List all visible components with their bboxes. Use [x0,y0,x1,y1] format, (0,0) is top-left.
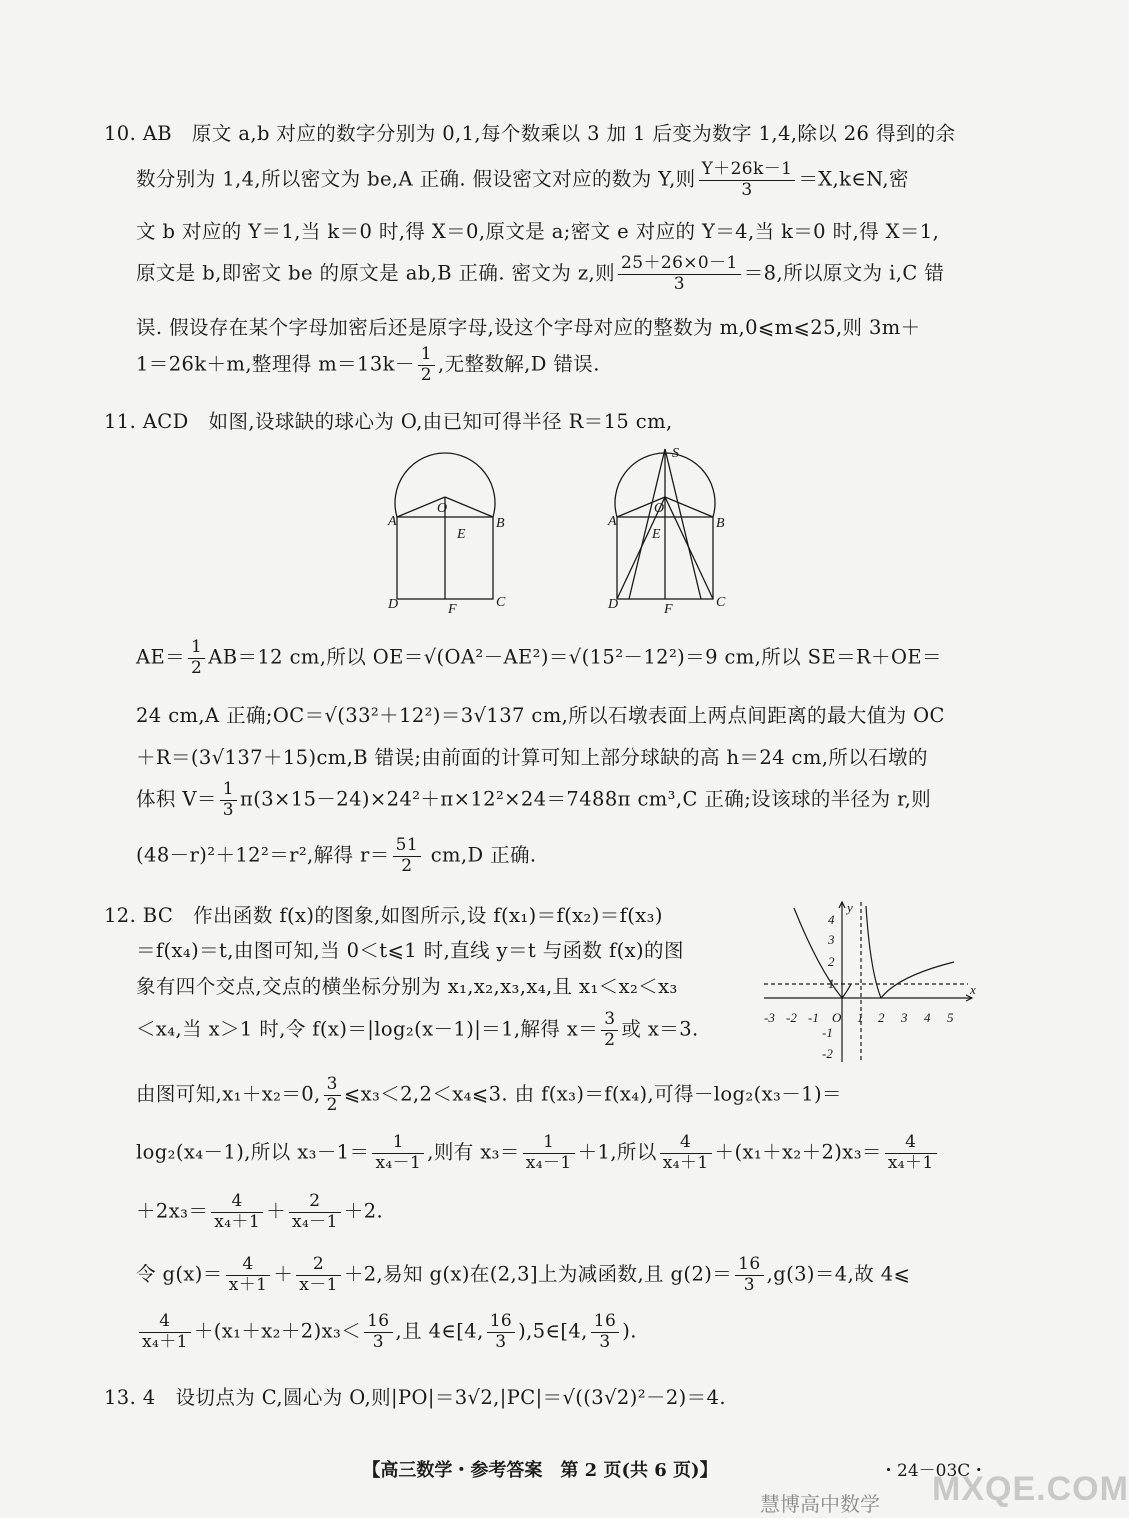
svg-text:1: 1 [828,976,835,991]
svg-text:D: D [608,597,619,612]
q11-line4: ＋R＝(3√137＋15)cm,B 错误;由前面的计算可知上部分球缺的高 h＝24 cm,所以石墩的 [136,746,928,769]
q10-line6: 1＝26k＋m,整理得 m＝13k－ $\frac{1}{2}$ ,无整数解,D 错误. [136,344,600,385]
svg-text:E: E [652,527,661,542]
page-footer: 【高三数学・参考答案 第 2 页(共 6 页)】 [362,1460,718,1481]
q11-line3: 24 cm,A 正确;OC＝√(33²＋12²)＝3√137 cm,所以石墩表面上两点间距离的最大值为 OC [136,704,945,727]
q12-line2: ＝f(x₄)＝t,由图可知,当 0＜t⩽1 时,直线 y＝t 与函数 f(x)的图 [136,939,684,962]
svg-text:1: 1 [857,1010,864,1025]
svg-text:C: C [496,595,506,610]
svg-text:B: B [716,516,725,531]
svg-text:F: F [664,602,673,617]
svg-text:-2: -2 [786,1010,797,1025]
svg-text:5: 5 [947,1010,954,1025]
q10-line3: 文 b 对应的 Y＝1,当 k＝0 时,得 X＝0,原文是 a;密文 e 对应的 Y＝4,当 k＝0 时,得 X＝1, [136,220,940,243]
q12-line8: 令 g(x)＝ $\frac{4}{x+1}$ ＋ $\frac{2}{x-1}$ ＋2,易知 g(x)在(2,3]上为减函数,且 g(2)＝ $\frac{16}{3}$ ,g(3)＝4,故 4⩽ [136,1254,911,1295]
svg-text:O: O [654,501,665,516]
q12-line3: 象有四个交点,交点的横坐标分别为 x₁,x₂,x₃,x₄,且 x₁＜x₂＜x₃ [136,975,678,998]
svg-text:4: 4 [924,1010,931,1025]
q10-line4: 原文是 b,即密文 be 的原文是 ab,B 正确. 密文为 z,则 $\frac{25+26\times 0-1}{3}$ ＝8,所以原文为 i,C 错 [136,253,945,294]
svg-text:x: x [970,982,976,997]
q12-line9: $\frac{4}{\text{x₄＋1}}$ ＋(x₁＋x₂＋2)x₃＜ $\frac{16}{3}$ ,且 4∈[4, $\frac{16}{3}$ ),5∈[4, $\frac{16}{3}$ ). [136,1312,637,1352]
q12-line5: 由图可知,x₁＋x₂＝0, $\frac{3}{2}$ ⩽x₃＜2,2＜x₄⩽3. 由 f(x₃)＝f(x₄),可得－log₂(x₃－1)＝ [136,1074,842,1115]
curve-right-shallow [881,962,954,998]
q12-line6: log₂(x₄－1),所以 x₃－1＝ $\frac{1}{\text{x₄－1}}$ ,则有 x₃＝ $\frac{1}{\text{x₄－1}}$ ＋1,所以 $\frac{4}{\text{x₄＋1}}$ ＋(x₁＋x₂＋2)x₃＝ $\frac{4}{\text{x₄＋1}}$ [136,1133,940,1173]
q12-line4: ＜x₄,当 x＞1 时,令 f(x)＝|log₂(x－1)|＝1,解得 x＝ $\frac{3}{2}$ 或 x＝3. [136,1009,699,1050]
svg-text:D: D [388,597,399,612]
q11-line2: AE＝ $\frac{1}{2}$ AB＝12 cm,所以 OE＝√(OA²－AE²)＝√(15²－12²)＝9 cm,所以 SE＝R＋OE＝ [136,637,942,678]
svg-text:2: 2 [878,1010,885,1025]
svg-text:A: A [608,514,617,529]
svg-text:O: O [832,1010,842,1025]
q11-figure [380,435,740,620]
wechat-watermark: 慧博高中数学 [760,1494,880,1516]
site-watermark: MXQE.COM [932,1470,1129,1508]
q10-line1: 10. AB 原文 a,b 对应的数字分别为 0,1,每个数乘以 3 加 1 后变为数字 1,4,除以 26 得到的余 [104,122,956,145]
svg-text:S: S [672,446,679,461]
q12-graph [758,898,980,1066]
svg-text:-3: -3 [764,1010,775,1025]
q11-line1: 11. ACD 如图,设球缺的球心为 O,由已知可得半径 R＝15 cm, [104,410,673,433]
svg-text:-2: -2 [822,1046,833,1061]
svg-text:O: O [437,501,448,516]
svg-text:-1: -1 [808,1010,819,1025]
svg-text:C: C [716,595,726,610]
svg-text:2: 2 [828,954,835,969]
q11-line6: (48－r)²＋12²＝r²,解得 r＝ $\frac{51}{2}$ cm,D 正确. [136,835,537,876]
q12-line7: ＋2x₃＝ $\frac{4}{\text{x₄＋1}}$ ＋ $\frac{2}{\text{x₄－1}}$ ＋2. [136,1191,384,1232]
q12-line1: 12. BC 作出函数 f(x)的图象,如图所示,设 f(x₁)＝f(x₂)＝f(x₃) [104,904,663,927]
svg-text:y: y [847,900,853,915]
document-code: ・24－03C・ [880,1461,988,1481]
svg-text:E: E [457,527,466,542]
svg-text:F: F [448,602,457,617]
svg-text:A: A [388,514,397,529]
q13-line1: 13. 4 设切点为 C,圆心为 O,则|PO|＝3√2,|PC|＝√((3√2)²－2)＝4. [104,1386,726,1409]
q10-line2: 数分别为 1,4,所以密文为 be,A 正确. 假设密文对应的数为 Y,则 $\frac{Y+26k-1}{3}$ ＝X,k∈N,密 [136,159,909,200]
q11-line5: 体积 V＝ $\frac{1}{3}$ π(3×15－24)×24²＋π×12²×24＝7488π cm³,C 正确;设该球的半径为 r,则 [136,779,932,820]
svg-text:B: B [496,516,505,531]
svg-text:3: 3 [828,932,835,947]
svg-text:3: 3 [901,1010,908,1025]
svg-text:4: 4 [828,912,835,927]
q10-line5: 误. 假设存在某个字母加密后还是原字母,设这个字母对应的整数为 m,0⩽m⩽25,则 3m＋ [136,316,921,339]
svg-text:-1: -1 [822,1025,833,1040]
